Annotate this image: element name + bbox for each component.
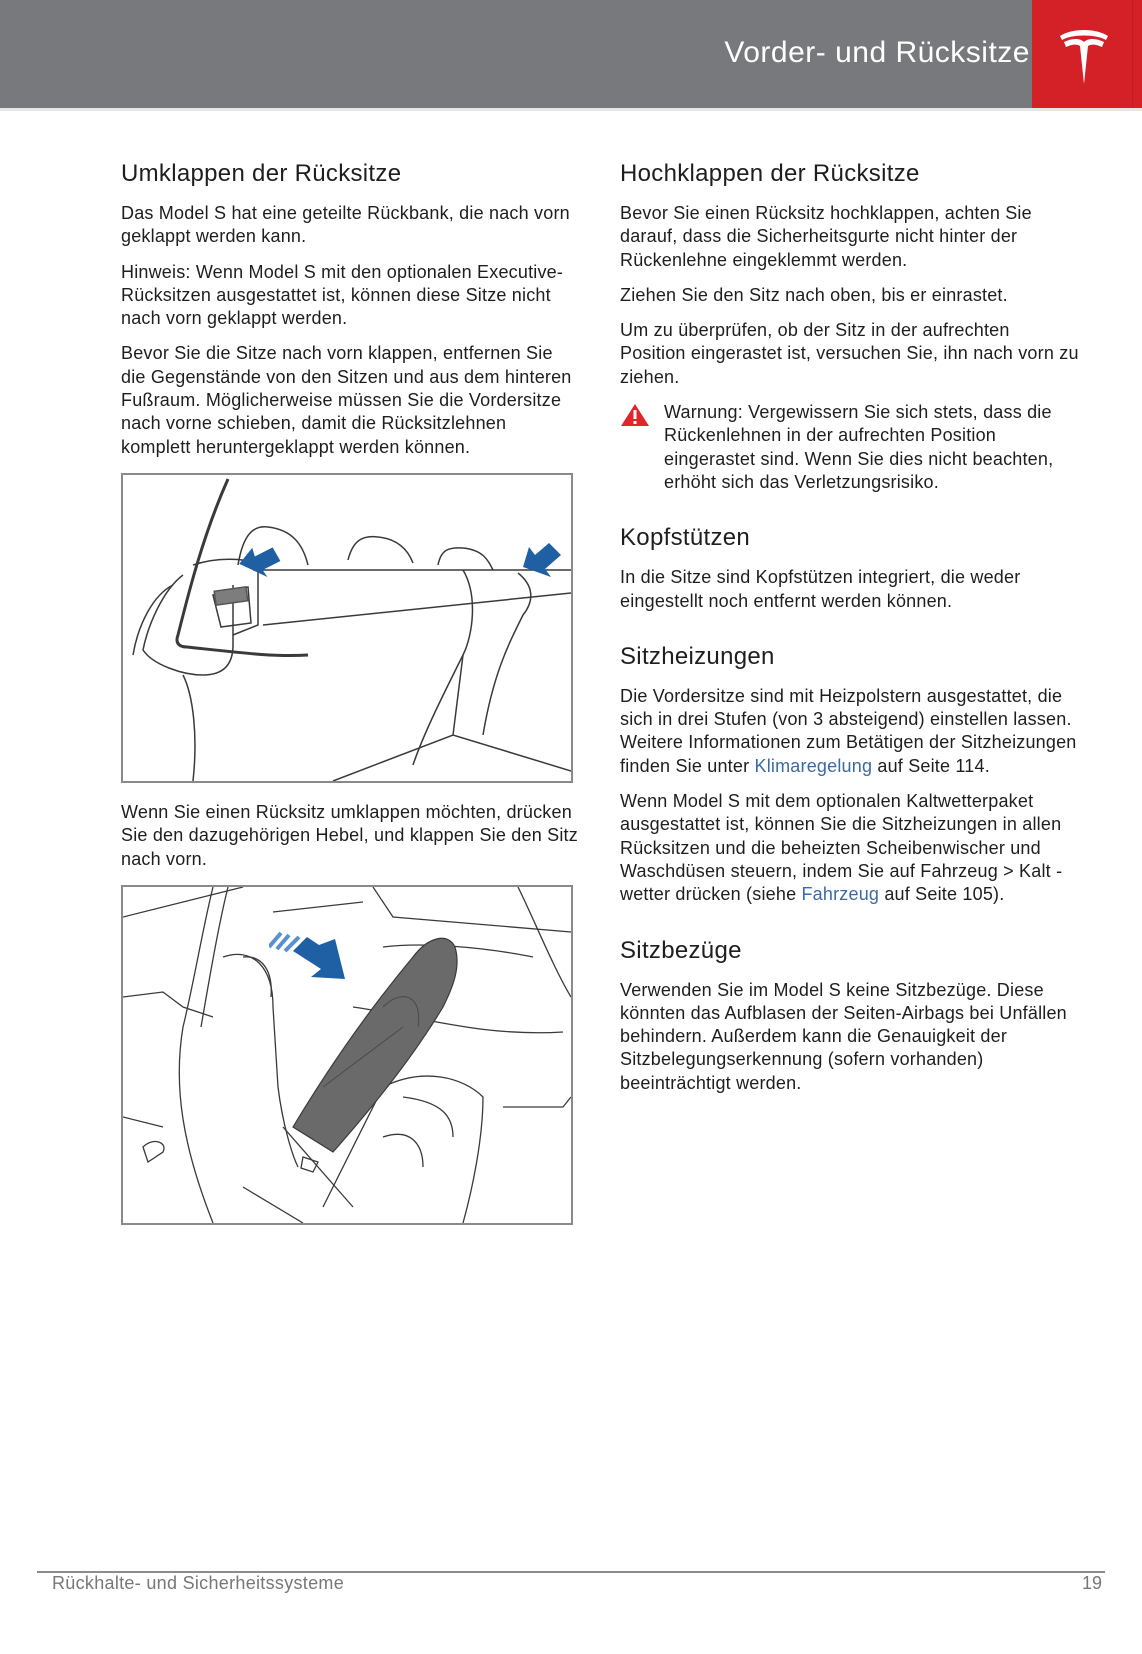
paragraph: In die Sitze sind Kopfstützen integriert, die weder eingestellt noch entfernt werden können.: [620, 567, 1021, 611]
page-header-bar: [0, 0, 1032, 108]
link-klimaregelung[interactable]: Klimaregelung: [754, 755, 873, 776]
header-underline: [0, 108, 1142, 111]
warning-text: Warnung: Vergewissern Sie sich stets, dass die Rückenlehnen in der aufrechten Position eingerastet sind. Wenn Sie dies nicht beachten, erhöht sich das Verletzungsrisiko.: [664, 402, 1054, 492]
text: Wenn Model S mit dem optionalen Kaltwetterpaket ausgestattet ist, können Sie die Sitzheizungen in allen Rücksitzen und die beheizten Scheibenwischer und Waschdüsen steuern, indem Sie auf Fahrzeug > Kalt -wetter drücken (siehe: [620, 791, 1063, 905]
illustration-rear-seat-release-levers: [121, 473, 573, 783]
blue-arrow-icon: [521, 539, 567, 585]
section-heading-kopfstuetzen: Kopfstützen: [620, 524, 751, 552]
text: Die Vordersitze sind mit Heizpolstern ausgestattet, die sich in drei Stufen (von 3 absteigend) einstellen lassen. Weitere Informationen zum Betätigen der Sitzheizungen finden Sie unter: [620, 685, 1077, 776]
warning-triangle-icon: [620, 403, 650, 427]
right-column: [620, 158, 1080, 1107]
paragraph: Um zu überprüfen, ob der Sitz in der aufrechten Position eingerastet ist, versuchen Sie, ihn nach vorn zu ziehen.: [620, 320, 1079, 387]
note-paragraph: Hinweis: Wenn Model S mit den optionalen Executive-Rücksitzen ausgestattet ist, können diese Sitze nicht nach vorn geklappt werden.: [121, 261, 564, 329]
paragraph: Verwenden Sie im Model S keine Sitzbezüge. Diese könnten das Aufblasen der Seiten-Airbags bei Unfällen behindern. Außerdem kann die Genauigkeit der Sitzbelegungserkennung (sofern vorhanden) beeinträchtigt werden.: [620, 979, 1067, 1093]
blue-arrow-icon: [235, 545, 281, 591]
tesla-logo-icon: [1058, 28, 1110, 84]
left-column: [121, 158, 581, 1225]
footer-section-title: Rückhalte- und Sicherheitssysteme: [52, 1573, 345, 1593]
text: auf Seite 114.: [872, 755, 990, 776]
figure-caption: Wenn Sie einen Rücksitz umklappen möchten, drücken Sie den dazugehörigen Hebel, und klappen Sie den Sitz nach vorn.: [121, 801, 578, 869]
warning-block: [620, 401, 1080, 494]
paragraph: [620, 685, 1080, 778]
section-heading-umklappen: Umklappen der Rücksitze: [121, 160, 402, 187]
paragraph: Das Model S hat eine geteilte Rückbank, die nach vorn geklappt werden kann.: [121, 203, 570, 247]
section-heading-hochklappen: Hochklappen der Rücksitze: [620, 160, 920, 187]
page-number: 19: [1081, 1573, 1102, 1593]
blue-motion-arrow-icon: [269, 929, 353, 985]
text: auf Seite 105).: [879, 884, 1005, 905]
brand-logo-box: [1032, 0, 1142, 108]
page-title: Vorder- und Rücksitze: [724, 36, 1030, 69]
section-heading-sitzbezuege: Sitzbezüge: [620, 936, 742, 964]
logo-divider: [1132, 0, 1133, 108]
paragraph: Bevor Sie die Sitze nach vorn klappen, entfernen Sie die Gegenstände von den Sitzen und aus dem hinteren Fußraum. Möglicherweise müssen Sie die Vordersitze nach vorne schieben, damit die Rücksitzlehnen komplett heruntergeklappt werden können.: [121, 343, 572, 457]
paragraph: [620, 790, 1080, 906]
link-fahrzeug[interactable]: Fahrzeug: [801, 884, 880, 905]
section-heading-sitzheizungen: Sitzheizungen: [620, 642, 775, 670]
paragraph: Ziehen Sie den Sitz nach oben, bis er einrastet.: [620, 284, 1008, 305]
illustration-rear-seat-folding-forward: [121, 885, 573, 1225]
paragraph: Bevor Sie einen Rücksitz hochklappen, achten Sie darauf, dass die Sicherheitsgurte nicht hinter der Rückenlehne eingeklemmt werden.: [620, 203, 1032, 270]
